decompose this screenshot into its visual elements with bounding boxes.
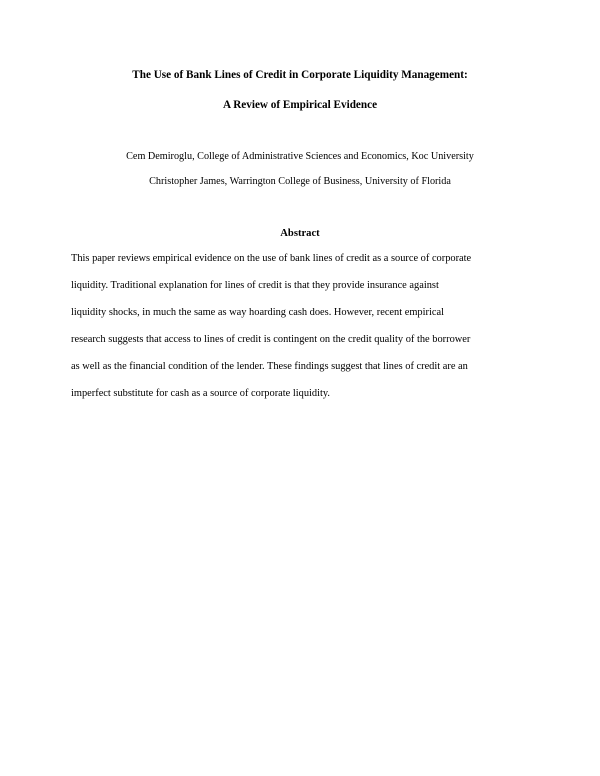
abstract-line-1: This paper reviews empirical evidence on the use of bank lines of credit as a source of corporate <box>71 253 472 264</box>
abstract-line-5: as well as the financial condition of the lender. These findings suggest that lines of credit are an <box>71 361 468 372</box>
abstract-heading: Abstract <box>280 228 320 239</box>
abstract-line-3: liquidity shocks, in much the same as way hoarding cash does. However, recent empirical <box>71 307 444 318</box>
author-line-2: Christopher James, Warrington College of Business, University of Florida <box>149 176 451 187</box>
abstract-line-2: liquidity. Traditional explanation for lines of credit is that they provide insurance against <box>71 280 439 291</box>
author-line-1: Cem Demiroglu, College of Administrative Sciences and Economics, Koc University <box>126 151 474 162</box>
abstract-line-6: imperfect substitute for cash as a source of corporate liquidity. <box>71 388 331 399</box>
paper-title-line-1: The Use of Bank Lines of Credit in Corporate Liquidity Management: <box>132 69 468 81</box>
abstract-line-4: research suggests that access to lines of credit is contingent on the credit quality of the borrower <box>71 334 471 345</box>
paper-title-line-2: A Review of Empirical Evidence <box>222 99 378 111</box>
